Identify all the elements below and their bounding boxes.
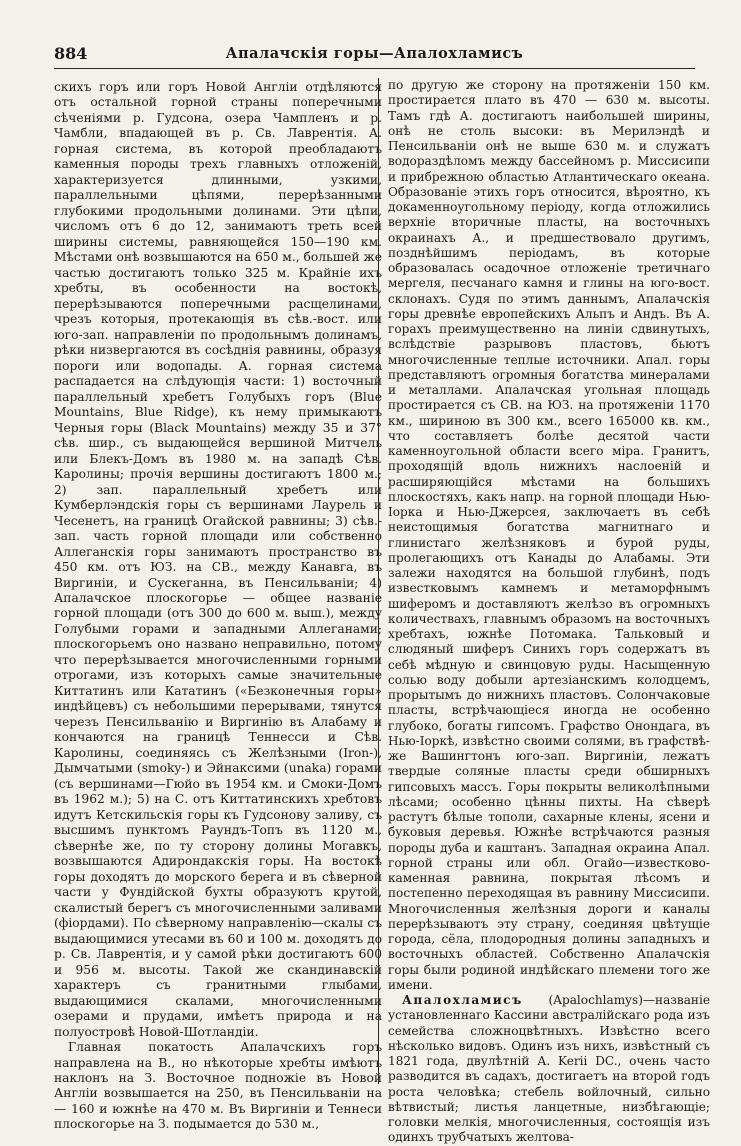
left-paragraph-2: Главная покатость Апалачскихъ горъ направлена на В., но нѣкоторые хребты имѣютъ наклонъ на З. Восточное подножіе въ Новой Англіи возвышается на 250, въ Пенсильваніи на — 160 и южнѣе на 470 м. Въ Виргиніи и Теннеси плоскогорье на З. подымается до 530 м., [54,1040,382,1132]
left-column [54,80,382,1132]
page-number: 884 [54,44,88,63]
right-column [388,78,710,1145]
column-divider [378,78,379,1084]
entry-body: (Apalochlamys)—названіе установленнаго Кассини австралійскаго рода изъ семейства сложноцвѣтныхъ. Извѣстно всего нѣсколько видовъ. Одинъ изъ нихъ, извѣстный съ 1821 года, двулѣтній А. Kerii DC., очень часто разводится въ садахъ, достигаетъ на второй годъ роста человѣка; стебель войлочный, сильно вѣтвистый; листья ланцетные, низбѣгающіе; головки мелкія, многочисленныя, состоящія изъ одинхъ трубчатыхъ желтова- [388,993,710,1145]
header-rule [54,68,695,69]
page-header [54,44,695,68]
entry-headword: Апалохламисъ [402,993,523,1007]
running-head: Апалачскія горы—Апалохламисъ [225,45,524,62]
left-paragraph-1: скихъ горъ или горъ Новой Англіи отдѣляются отъ остальной горной страны поперечными сѣченіями р. Гудсона, озера Чампленъ и р. Чамбли, впадающей въ р. Св. Лаврентія. А. горная система, въ которой преобладаютъ каменныя породы трехъ главныхъ отложеній, характеризуется длинными, узкими, параллельными цѣпями, перерѣзанными глубокими продольными долинами. Эти цѣпи, числомъ отъ 6 до 12, занимаютъ треть всей ширины системы, равняющейся 150—190 км. Мѣстами онѣ возвышаются на 650 м., большей же частью достигаютъ только 325 м. Крайніе ихъ хребты, въ особенности на востокѣ, перерѣзываются поперечными расщелинами, чрезъ которыя, протекающія въ сѣв.-вост. или юго-зап. направленіи по продольнымъ долинамъ, рѣки низвергаются въ сосѣднія равнины, образуя пороги или водопады. А. горная система распадается на слѣдующія части: 1) восточный параллельный хребетъ Голубыхъ горъ (Blue Mountains, Blue Ridge), къ нему примыкаютъ Черныя горы (Black Mountains) между 35 и 37° сѣв. шир., съ выдающейся вершиной Митчель или Блекъ-Домъ въ 1980 м. на западѣ Сѣв. Каролины; прочія вершины достигаютъ 1800 м.; 2) зап. параллельный хребетъ или Кумберлэндскія горы съ вершинами Лаурель и Чесенетъ, на границѣ Огайской равнины; 3) сѣв.-зап. часть горной площади или собственно Аллеганскія горы занимаютъ пространство въ 450 км. отъ ЮЗ. на СВ., между Канавга, въ Виргиніи, и Сускеганна, въ Пенсильваніи; 4) Апалачское плоскогорье — общее названіе горной площади (отъ 300 до 600 м. выш.), между Голубыми горами и западными Аллеганами; плоскогорьемъ оно названо неправильно, потому что перерѣзывается многочисленными горными отрогами, изъ которыхъ самые значительные Киттатинъ или Кататинъ («Безконечныя горы» индѣйцевъ) съ небольшими перерывами, тянутся черезъ Пенсильванію и Виргинію въ Алабаму и кончаются на границѣ Теннесси и Сѣв. Каролины, соединяясь съ Желѣзными (Iron-), Дымчатыми (smoky-) и Эйнаксими (unaka) горами (съ вершинами—Гюйо въ 1954 км. и Смоки-Домъ въ 1962 м.); 5) на С. отъ Киттатинскихъ хребтовъ идутъ Кетскильскія горы къ Гудсонову заливу, съ высшимъ пунктомъ Раундъ-Топъ въ 1120 м., сѣвернѣе же, по ту сторону долины Могавкъ, возвышаются Адирондакскія горы. На востокѣ горы доходятъ до морского берега и въ сѣверной части у Фундійской бухты образуютъ крутой, скалистый берегъ съ многочисленными заливами (фіордами). По сѣверному направленію—скалы съ выдающимися утесами въ 60 и 100 м. доходятъ до р. Св. Лаврентія, и у самой рѣки достигаютъ 600 и 956 м. высоты. Такой же скандинавскій характеръ съ гранитными глыбами, выдающимися скалами, многочисленными озерами и прудами, имѣетъ природа и на полуостровѣ Новой-Шотландіи. [54,80,382,1039]
right-paragraph-1: по другую же сторону на протяженіи 150 км. простирается плато въ 470 — 630 м. высоты. Тамъ гдѣ А. достигаютъ наибольшей ширины, онѣ не столь высоки: въ Мерилэндѣ и Пенсильваніи онѣ не выше 630 м. и служатъ водораздѣломъ между бассейномъ р. Миссисипи и прибрежною областью Атлантическаго океана. Образованіе этихъ горъ относится, вѣроятно, къ докаменноугольному періоду, когда отложились верхніе вторичные пласты, на восточныхъ окраинахъ А., и предшествовало другимъ, позднѣйшимъ періодамъ, въ которые образовалась осадочное отложеніе третичнаго мергеля, песчанаго камня и глины на юго-вост. склонахъ. Судя по этимъ даннымъ, Апалачскія горы древнѣе европейскихъ Альпъ и Андъ. Въ А. горахъ преимущественно на линіи сдвинутыхъ, вслѣдствіе разрывовъ пластовъ, бьютъ многочисленные теплые источники. Апал. горы представляютъ огромныя богатства минералами и металлами. Апалачская угольная площадь простирается съ СВ. на ЮЗ. на протяженіи 1170 км., шириною въ 300 км., всего 165000 кв. км., что составляетъ болѣе десятой части каменноугольной области всего міра. Гранитъ, проходящій вдоль нижнихъ наслоеній и расширяющійся мѣстами на большихъ плоскостяхъ, какъ напр. на горной площади Нью-Іорка и Нью-Джерсея, заключаетъ въ себѣ неистощимыя богатства магнитнаго и глинистаго желѣзняковъ и бурой руды, пролегающихъ отъ Канады до Алабамы. Эти залежи находятся на большой глубинѣ, подъ известковымъ камнемъ и метаморфнымъ шиферомъ и доставляютъ желѣзо въ огромныхъ количествахъ, главнымъ образомъ на восточныхъ хребтахъ, южнѣе Потомака. Тальковый и слюдяный шиферъ Синихъ горъ содержатъ въ себѣ мѣдную и свинцовую руды. Насыщенную солью воду добыли артезіанскимъ колодцемъ, прорытымъ до нижнихъ пластовъ. Солончаковые пласты, встрѣчающіеся иногда не особенно глубоко, богаты гипсомъ. Графство Онондага, въ Нью-Іоркѣ, извѣстно своими солями, въ графствѣ-же Вашингтонъ юго-зап. Виргиніи, лежатъ твердые соляные пласты среди обширныхъ гипсовыхъ массъ. Горы покрыты великолѣпными лѣсами; особенно цѣнны пихты. На сѣверѣ растутъ бѣлые тополи, сахарные клены, ясени и буковыя деревья. Южнѣе встрѣчаются разныя породы дуба и каштанъ. Западная окраина Апал. горной страны или обл. Огайо—известково-каменная равнина, покрытая лѣсомъ и постепенно переходящая въ равнину Миссисипи. Многочисленныя желѣзныя дороги и каналы перерѣзываютъ эту страну, соединяя цвѣтущіе города, сёла, плодородныя долины западныхъ и восточныхъ областей. Собственно Апалачскія горы были родиной индѣйскаго племени того же имени. [388,78,710,992]
entry-apalochlamys [388,993,710,1146]
